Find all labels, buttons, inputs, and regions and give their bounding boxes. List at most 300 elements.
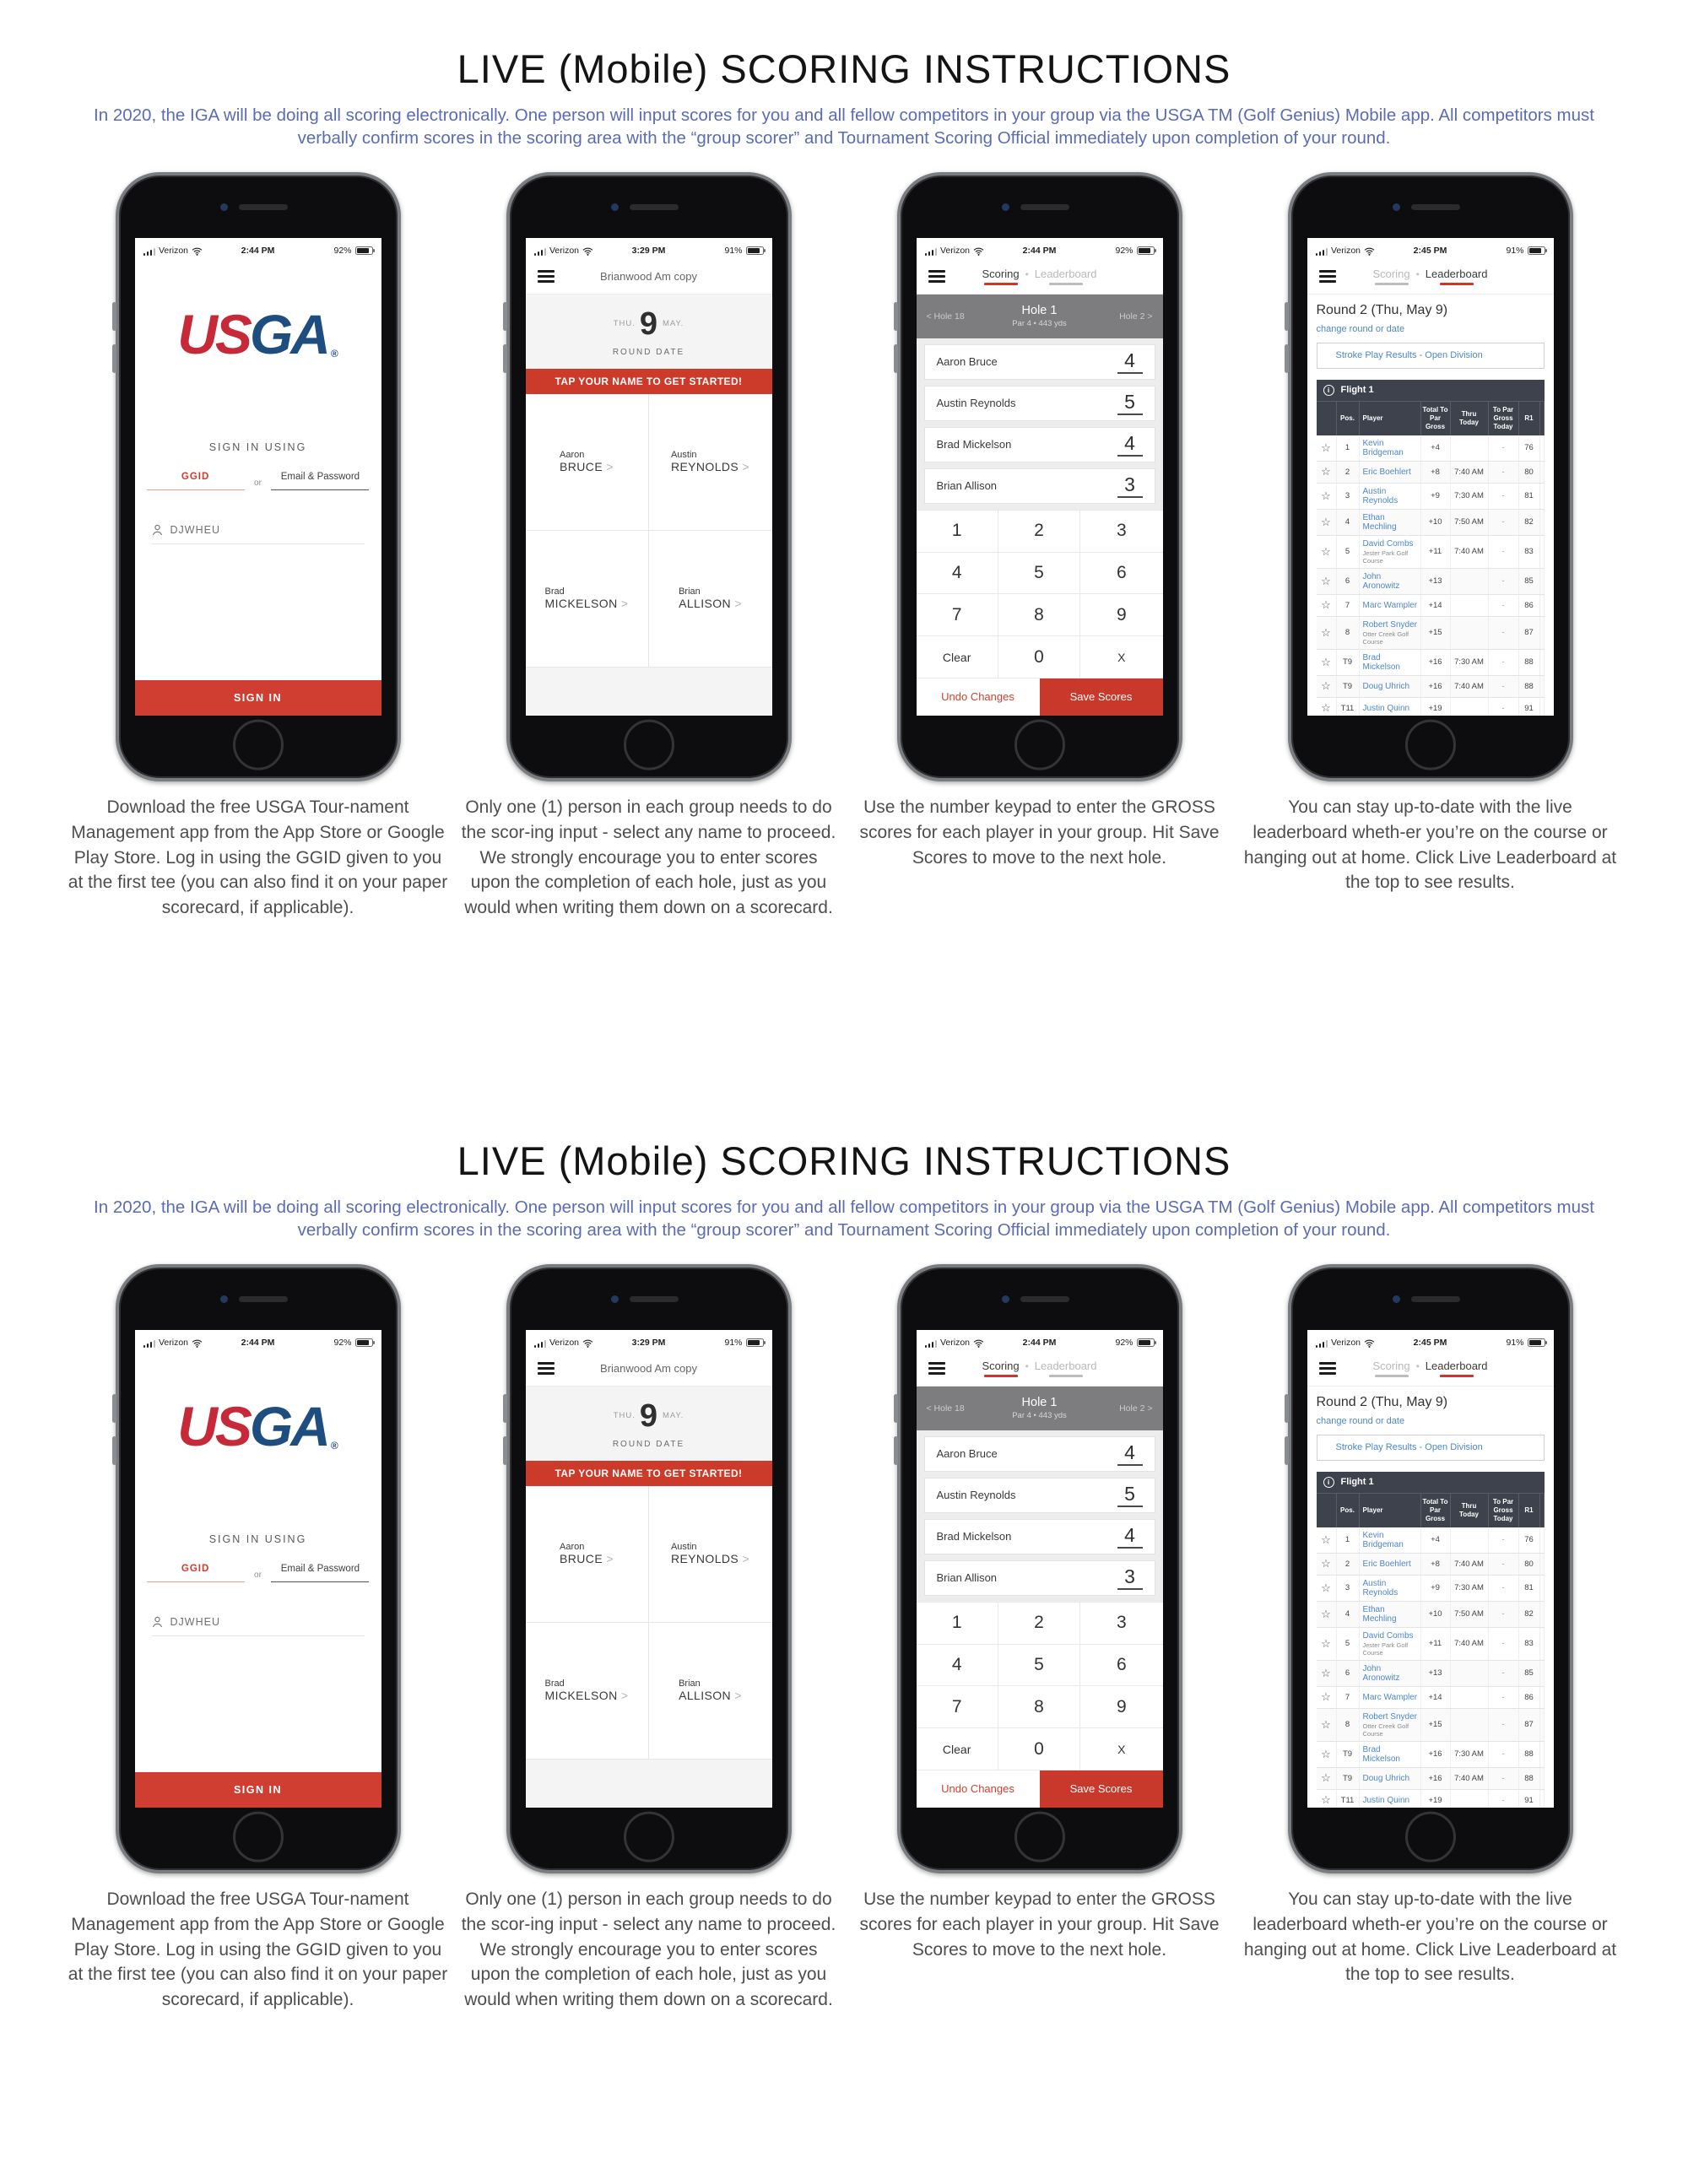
phones-row: [0, 1264, 1688, 2013]
star-icon[interactable]: ☆: [1317, 676, 1337, 697]
tab-leaderboard[interactable]: Leaderboard: [1035, 1360, 1097, 1377]
camera-icon: [1002, 1295, 1009, 1303]
nav-separator: •: [1415, 268, 1420, 280]
to-par-today: -: [1489, 569, 1519, 594]
pos-value: 3: [1337, 484, 1360, 509]
total-to-par: +11: [1421, 1628, 1451, 1660]
to-par-today: -: [1489, 1768, 1519, 1789]
tab-ggid[interactable]: GGID: [147, 472, 245, 490]
r1-score: 91: [1519, 698, 1540, 716]
star-icon[interactable]: ☆: [1317, 1576, 1337, 1601]
change-round-link[interactable]: change round or date: [1316, 1415, 1405, 1426]
player-link[interactable]: Austin Reynolds: [1362, 486, 1399, 505]
phone-top-bezel: [1291, 1268, 1570, 1330]
battery-icon: [1528, 246, 1545, 255]
phone-select-name: [506, 1264, 792, 1873]
volume-button: [894, 1436, 898, 1465]
player-link[interactable]: Marc Wampler: [1362, 1692, 1418, 1702]
key-5[interactable]: 5: [998, 553, 1080, 595]
undo-changes-button[interactable]: Undo Changes: [917, 1770, 1040, 1808]
battery-percent: 91%: [724, 1337, 743, 1348]
key-1[interactable]: 1: [917, 511, 998, 553]
phone-scoring: [897, 172, 1182, 781]
app-nav-bar: [526, 1351, 772, 1387]
star-icon[interactable]: ☆: [1317, 435, 1337, 461]
to-par-today: -: [1489, 1576, 1519, 1601]
thru-today: 7:40 AM: [1451, 676, 1489, 697]
col-cutoff: [1540, 1493, 1545, 1527]
player-link[interactable]: Robert Snyder: [1362, 1711, 1417, 1722]
flight-header[interactable]: [1317, 1472, 1545, 1493]
pos-value: 1: [1337, 1527, 1360, 1553]
score-row[interactable]: Brian Allison 3: [924, 468, 1155, 504]
thru-today: [1451, 1709, 1489, 1741]
to-par-today: -: [1489, 1602, 1519, 1627]
tap-name-banner: TAP YOUR NAME TO GET STARTED!: [526, 1461, 772, 1486]
column-sign-in: [62, 1264, 453, 2013]
tab-scoring[interactable]: Scoring: [1372, 268, 1409, 285]
star-icon[interactable]: ☆: [1317, 510, 1337, 535]
key-9[interactable]: 9: [1080, 594, 1162, 636]
home-button: [233, 1812, 284, 1862]
tab-scoring[interactable]: Scoring: [982, 1360, 1019, 1377]
round-date-panel: [526, 1387, 772, 1461]
r1-score: 86: [1519, 595, 1540, 616]
camera-icon: [1393, 203, 1400, 211]
thru-today: 7:50 AM: [1451, 510, 1489, 535]
speaker-slot: [630, 204, 679, 210]
info-icon: i: [1323, 1477, 1334, 1488]
caption-select-name: Only one (1) person in each group needs to do the scor-ing input - select any name to proceed. We strongly encourage you to enter scores upon the completion of each hole, just as you would when writing them down on a scorecard.: [461, 797, 836, 918]
carrier-label: Verizon: [1331, 245, 1361, 256]
prev-hole-button[interactable]: < Hole 18: [926, 1403, 965, 1414]
sign-in-tabs: [135, 472, 381, 490]
pos-value: T9: [1337, 676, 1360, 697]
status-bar: [917, 238, 1163, 259]
col-thru-today: Thru Today: [1451, 1493, 1489, 1527]
col-r1: R1: [1519, 1493, 1540, 1527]
r1-score: 88: [1519, 1768, 1540, 1789]
player-link[interactable]: Austin Reynolds: [1362, 1578, 1399, 1597]
total-to-par: +19: [1421, 698, 1451, 716]
score-value: 4: [1117, 1525, 1143, 1548]
hole-title: Hole 1: [1021, 304, 1058, 318]
intro-paragraph: In 2020, the IGA will be doing all scoring electronically. One person will input scores for you and all fellow competitors in your group via the USGA TM (Golf Genius) Mobile app. All competitors must verbally confirm scores in the scoring area with the “group scorer” and Tournament Scoring Official immediately upon completion of your round.: [94, 1197, 1594, 1241]
to-par-today: -: [1489, 1628, 1519, 1660]
nav-separator: •: [1025, 268, 1029, 280]
hole-subtitle: Par 4 • 443 yds: [1012, 319, 1067, 329]
leaderboard-row: [1317, 435, 1545, 462]
star-icon[interactable]: ☆: [1317, 650, 1337, 675]
number-keypad: [917, 510, 1163, 678]
pos-value: 4: [1337, 1602, 1360, 1627]
player-link[interactable]: David Combs: [1362, 1630, 1414, 1641]
key-4[interactable]: 4: [917, 553, 998, 595]
date-number: 9: [639, 1397, 658, 1434]
player-link[interactable]: Brad Mickelson: [1362, 652, 1400, 672]
key-3[interactable]: 3: [1080, 511, 1162, 553]
star-icon[interactable]: ☆: [1317, 595, 1337, 616]
star-icon[interactable]: ☆: [1317, 1790, 1337, 1808]
key-6[interactable]: 6: [1080, 553, 1162, 595]
home-button: [1014, 720, 1065, 770]
key-clear[interactable]: Clear: [917, 636, 998, 678]
tab-leaderboard[interactable]: Leaderboard: [1426, 268, 1488, 285]
thru-today: [1451, 1661, 1489, 1686]
tab-scoring[interactable]: Scoring: [1372, 1360, 1409, 1377]
col-to-par-today: To Par Gross Today: [1489, 401, 1519, 435]
total-to-par: +14: [1421, 1687, 1451, 1708]
phone-sign-in: [116, 1264, 401, 1873]
nav-separator: •: [1025, 1360, 1029, 1372]
battery-percent: 91%: [1506, 1337, 1524, 1348]
total-to-par: +13: [1421, 1661, 1451, 1686]
leaderboard-row: [1317, 536, 1545, 569]
key-7[interactable]: 7: [917, 594, 998, 636]
intro-paragraph: In 2020, the IGA will be doing all scoring electronically. One person will input scores for you and all fellow competitors in your group via the USGA TM (Golf Genius) Mobile app. All competitors must verbally confirm scores in the scoring area with the “group scorer” and Tournament Scoring Official immediately upon completion of your round.: [94, 105, 1594, 149]
col-star: [1317, 401, 1337, 435]
to-par-today: -: [1489, 698, 1519, 716]
next-hole-button[interactable]: Hole 2 >: [1119, 311, 1153, 322]
number-keypad: [917, 1602, 1163, 1770]
speaker-slot: [630, 1296, 679, 1302]
star-icon[interactable]: ☆: [1317, 1628, 1337, 1660]
home-button: [1405, 1812, 1456, 1862]
to-par-today: -: [1489, 1742, 1519, 1767]
r1-score: 88: [1519, 650, 1540, 675]
column-keypad: [844, 172, 1235, 921]
leaderboard-row: [1317, 1687, 1545, 1709]
sign-in-button[interactable]: SIGN IN: [135, 1772, 381, 1808]
scoring-screen: [917, 238, 1163, 716]
player-link[interactable]: Marc Wampler: [1362, 600, 1418, 610]
speaker-slot: [1411, 1296, 1460, 1302]
battery-percent: 92%: [1115, 1337, 1133, 1348]
tab-email-password[interactable]: Email & Password: [271, 1564, 369, 1582]
player-link[interactable]: Ethan Mechling: [1362, 1604, 1397, 1624]
pos-value: 8: [1337, 617, 1360, 649]
camera-icon: [220, 1295, 228, 1303]
player-link[interactable]: David Combs: [1362, 538, 1414, 549]
player-link[interactable]: Eric Boehlert: [1362, 1559, 1411, 1569]
star-icon[interactable]: ☆: [1317, 1661, 1337, 1686]
undo-changes-button[interactable]: Undo Changes: [917, 678, 1040, 716]
leaderboard-row: [1317, 1709, 1545, 1742]
carrier-label: Verizon: [159, 245, 189, 256]
star-icon[interactable]: ☆: [1317, 569, 1337, 594]
key-clear[interactable]: Clear: [917, 1728, 998, 1770]
column-leaderboard: [1235, 1264, 1626, 2013]
round-screen: [526, 1330, 772, 1808]
r1-score: 83: [1519, 536, 1540, 568]
caption-keypad: Use the number keypad to enter the GROSS scores for each player in your group. Hit Save Scores to move to the next hole.: [859, 797, 1220, 868]
prev-hole-button[interactable]: < Hole 18: [926, 311, 965, 322]
round-date-label: ROUND DATE: [612, 1439, 685, 1449]
key-8[interactable]: 8: [998, 1686, 1080, 1728]
save-scores-button[interactable]: Save Scores: [1040, 678, 1163, 716]
player-link[interactable]: Doug Uhrich: [1362, 681, 1410, 691]
scoring-actions: [917, 1770, 1163, 1808]
player-link[interactable]: Justin Quinn: [1362, 1795, 1410, 1805]
key-x[interactable]: X: [1080, 1728, 1162, 1770]
clock-label: 2:44 PM: [241, 1337, 275, 1348]
score-value: 4: [1117, 1442, 1143, 1465]
tab-separator-or: or: [254, 1570, 262, 1580]
to-par-today: -: [1489, 595, 1519, 616]
camera-icon: [1002, 203, 1009, 211]
tab-ggid[interactable]: GGID: [147, 1564, 245, 1582]
ggid-input[interactable]: [152, 524, 365, 544]
col-thru-today: Thru Today: [1451, 401, 1489, 435]
column-leaderboard: [1235, 172, 1626, 921]
player-tile[interactable]: Brian ALLISON >: [649, 531, 772, 668]
star-icon[interactable]: ☆: [1317, 1709, 1337, 1741]
leaderboard-row: [1317, 1602, 1545, 1628]
player-link[interactable]: Ethan Mechling: [1362, 512, 1397, 532]
battery-icon: [1137, 246, 1155, 255]
flight-header[interactable]: [1317, 380, 1545, 401]
player-tile[interactable]: Austin REYNOLDS >: [649, 1486, 772, 1623]
volume-button: [894, 344, 898, 373]
player-club: Jester Park Golf Course: [1362, 1641, 1409, 1657]
leaderboard-row: [1317, 462, 1545, 484]
tab-leaderboard[interactable]: Leaderboard: [1035, 268, 1097, 285]
column-keypad: [844, 1264, 1235, 2013]
app-nav-bar: [1307, 1351, 1554, 1387]
player-link[interactable]: Brad Mickelson: [1362, 1744, 1400, 1764]
player-tile[interactable]: Brian ALLISON >: [649, 1623, 772, 1760]
change-round-link[interactable]: change round or date: [1316, 323, 1405, 334]
player-tile[interactable]: Aaron BRUCE >: [526, 394, 649, 531]
phone-bottom-bezel: [119, 1808, 398, 1870]
ggid-input[interactable]: [152, 1616, 365, 1636]
score-row[interactable]: Austin Reynolds 5: [924, 1478, 1155, 1513]
date-day: THU.: [613, 1411, 636, 1421]
battery-icon: [746, 1338, 764, 1347]
key-x[interactable]: X: [1080, 636, 1162, 678]
thru-today: 7:30 AM: [1451, 1576, 1489, 1601]
key-1[interactable]: 1: [917, 1603, 998, 1645]
status-bar: [135, 1330, 381, 1351]
star-icon[interactable]: ☆: [1317, 462, 1337, 483]
carrier-label: Verizon: [159, 1337, 189, 1348]
phone-top-bezel: [901, 176, 1179, 238]
leaderboard-header-row: [1317, 1493, 1545, 1527]
carrier-label: Verizon: [1331, 1337, 1361, 1348]
phone-leaderboard: [1288, 1264, 1573, 1873]
thru-today: [1451, 1687, 1489, 1708]
volume-button: [112, 344, 116, 373]
scoring-actions: [917, 678, 1163, 716]
key-3[interactable]: 3: [1080, 1603, 1162, 1645]
volume-button: [1285, 1394, 1289, 1423]
nav-separator: •: [1415, 1360, 1420, 1372]
thru-today: 7:50 AM: [1451, 1602, 1489, 1627]
person-icon: [152, 1616, 163, 1628]
leaderboard-screen: [1307, 1330, 1554, 1808]
sign-in-button[interactable]: SIGN IN: [135, 680, 381, 716]
flight-label: Flight 1: [1340, 1477, 1374, 1488]
next-hole-button[interactable]: Hole 2 >: [1119, 1403, 1153, 1414]
volume-button: [503, 302, 507, 331]
battery-percent: 91%: [724, 245, 743, 256]
key-4[interactable]: 4: [917, 1645, 998, 1687]
player-link[interactable]: John Aronowitz: [1362, 571, 1400, 591]
phone-bottom-bezel: [119, 716, 398, 778]
leaderboard-row: [1317, 1790, 1545, 1808]
home-button: [624, 1812, 674, 1862]
col-player: Player: [1360, 401, 1421, 435]
total-to-par: +9: [1421, 484, 1451, 509]
player-link[interactable]: Kevin Bridgeman: [1362, 1530, 1404, 1549]
total-to-par: +13: [1421, 569, 1451, 594]
division-select[interactable]: Stroke Play Results - Open Division: [1317, 343, 1545, 369]
volume-button: [503, 1394, 507, 1423]
to-par-today: -: [1489, 484, 1519, 509]
player-tile[interactable]: Brad MICKELSON >: [526, 531, 649, 668]
leaderboard-row: [1317, 1527, 1545, 1554]
column-select-name: [453, 1264, 844, 2013]
r1-score: 82: [1519, 510, 1540, 535]
leaderboard-header-row: [1317, 401, 1545, 435]
phone-select-name: [506, 172, 792, 781]
player-tile[interactable]: Brad MICKELSON >: [526, 1623, 649, 1760]
score-row[interactable]: Brad Mickelson 4: [924, 1519, 1155, 1554]
app-nav-bar: [917, 259, 1163, 295]
phone-bottom-bezel: [901, 716, 1179, 778]
pos-value: T9: [1337, 1742, 1360, 1767]
key-0[interactable]: 0: [998, 1728, 1080, 1770]
tab-scoring[interactable]: Scoring: [982, 268, 1019, 285]
r1-score: 85: [1519, 1661, 1540, 1686]
player-link[interactable]: John Aronowitz: [1362, 1663, 1400, 1683]
sign-in-using-heading: SIGN IN USING: [208, 441, 307, 453]
score-row[interactable]: Brian Allison 3: [924, 1560, 1155, 1596]
thru-today: [1451, 435, 1489, 461]
clock-label: 3:29 PM: [631, 245, 666, 256]
thru-today: 7:40 AM: [1451, 536, 1489, 568]
player-link[interactable]: Eric Boehlert: [1362, 467, 1411, 477]
star-icon[interactable]: ☆: [1317, 484, 1337, 509]
round-screen: [526, 238, 772, 716]
battery-icon: [1528, 1338, 1545, 1347]
volume-button: [1285, 1436, 1289, 1465]
registered-mark: ®: [330, 1439, 338, 1451]
key-9[interactable]: 9: [1080, 1686, 1162, 1728]
score-row[interactable]: Aaron Bruce 4: [924, 1436, 1155, 1472]
pos-value: 2: [1337, 1554, 1360, 1575]
pos-value: 2: [1337, 462, 1360, 483]
speaker-slot: [1411, 204, 1460, 210]
player-tile[interactable]: Aaron BRUCE >: [526, 1486, 649, 1623]
player-link[interactable]: Robert Snyder: [1362, 619, 1417, 630]
score-value: 3: [1117, 474, 1143, 497]
to-par-today: -: [1489, 435, 1519, 461]
player-link[interactable]: Doug Uhrich: [1362, 1773, 1410, 1783]
caption-select-name: Only one (1) person in each group needs to do the scor-ing input - select any name to proceed. We strongly encourage you to enter scores upon the completion of each hole, just as you would when writing them down on a scorecard.: [461, 1889, 836, 2010]
save-scores-button[interactable]: Save Scores: [1040, 1770, 1163, 1808]
score-row[interactable]: Brad Mickelson 4: [924, 427, 1155, 462]
key-5[interactable]: 5: [998, 1645, 1080, 1687]
star-icon[interactable]: ☆: [1317, 1768, 1337, 1789]
caption-sign-in: Download the free USGA Tour-nament Management app from the App Store or Google Play Store. Log in using the GGID given to you at the first tee (you can also find it on your paper scorecard, if applicable).: [68, 797, 448, 918]
player-link[interactable]: Kevin Bridgeman: [1362, 438, 1404, 457]
star-icon[interactable]: ☆: [1317, 536, 1337, 568]
phone-top-bezel: [119, 1268, 398, 1330]
pos-value: T9: [1337, 1768, 1360, 1789]
volume-button: [1285, 344, 1289, 373]
score-row[interactable]: Aaron Bruce 4: [924, 344, 1155, 380]
hole-title: Hole 1: [1021, 1396, 1058, 1410]
score-row[interactable]: Austin Reynolds 5: [924, 386, 1155, 421]
r1-score: 76: [1519, 1527, 1540, 1553]
player-link[interactable]: Justin Quinn: [1362, 703, 1410, 713]
leaderboard-row: [1317, 1576, 1545, 1602]
tab-leaderboard[interactable]: Leaderboard: [1426, 1360, 1488, 1377]
star-icon[interactable]: ☆: [1317, 617, 1337, 649]
star-icon[interactable]: ☆: [1317, 1687, 1337, 1708]
pos-value: 6: [1337, 1661, 1360, 1686]
star-icon[interactable]: ☆: [1317, 1527, 1337, 1553]
date-month: MAY.: [663, 1411, 684, 1421]
round-date-label: ROUND DATE: [612, 347, 685, 357]
star-icon[interactable]: ☆: [1317, 1742, 1337, 1767]
key-7[interactable]: 7: [917, 1686, 998, 1728]
clock-label: 2:45 PM: [1413, 1337, 1447, 1348]
thru-today: [1451, 595, 1489, 616]
player-tile[interactable]: Austin REYNOLDS >: [649, 394, 772, 531]
pos-value: T9: [1337, 650, 1360, 675]
total-to-par: +15: [1421, 1709, 1451, 1741]
to-par-today: -: [1489, 510, 1519, 535]
star-icon[interactable]: ☆: [1317, 1554, 1337, 1575]
key-2[interactable]: 2: [998, 511, 1080, 553]
total-to-par: +16: [1421, 676, 1451, 697]
battery-percent: 91%: [1506, 245, 1524, 256]
round-heading: Round 2 (Thu, May 9): [1316, 1394, 1448, 1409]
key-0[interactable]: 0: [998, 636, 1080, 678]
key-2[interactable]: 2: [998, 1603, 1080, 1645]
battery-icon: [355, 1338, 373, 1347]
battery-percent: 92%: [333, 1337, 352, 1348]
round-date-panel: [526, 295, 772, 369]
total-to-par: +9: [1421, 1576, 1451, 1601]
tab-email-password[interactable]: Email & Password: [271, 472, 369, 490]
to-par-today: -: [1489, 650, 1519, 675]
battery-percent: 92%: [333, 245, 352, 256]
r1-score: 81: [1519, 1576, 1540, 1601]
key-6[interactable]: 6: [1080, 1645, 1162, 1687]
star-icon[interactable]: ☆: [1317, 698, 1337, 716]
speaker-slot: [239, 1296, 288, 1302]
leaderboard-row: [1317, 484, 1545, 510]
star-icon[interactable]: ☆: [1317, 1602, 1337, 1627]
app-nav-bar: [526, 259, 772, 295]
battery-icon: [1137, 1338, 1155, 1347]
chevron-right-icon: >: [606, 460, 614, 474]
key-8[interactable]: 8: [998, 594, 1080, 636]
battery-icon: [746, 246, 764, 255]
sign-in-screen: [135, 1330, 381, 1808]
column-sign-in: [62, 172, 453, 921]
col-to-par-today: To Par Gross Today: [1489, 1493, 1519, 1527]
phone-bottom-bezel: [1291, 716, 1570, 778]
leaderboard-screen: [1307, 238, 1554, 716]
division-select[interactable]: Stroke Play Results - Open Division: [1317, 1435, 1545, 1461]
volume-button: [503, 344, 507, 373]
app-nav-bar: [917, 1351, 1163, 1387]
score-value: 4: [1117, 350, 1143, 373]
